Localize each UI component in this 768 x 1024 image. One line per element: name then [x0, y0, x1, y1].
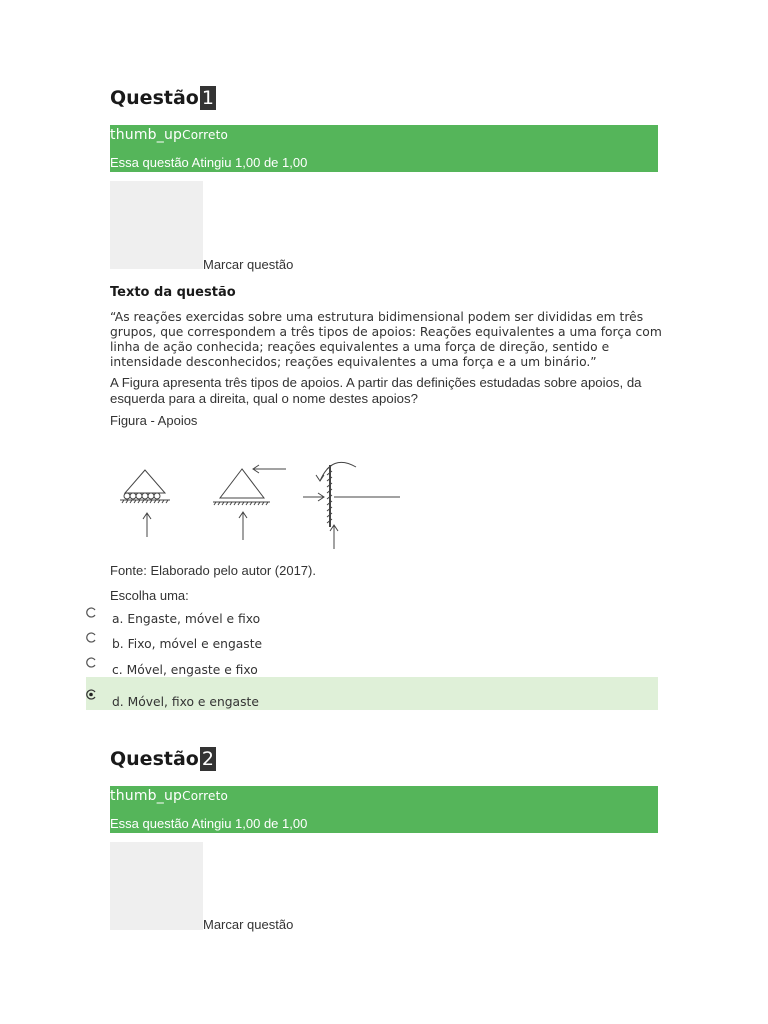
- supports-figure: [110, 455, 410, 555]
- roller-support-drawing: [120, 470, 170, 537]
- thumb-up-icon: thumb_upCorreto: [110, 788, 229, 804]
- status-correct: Correto: [182, 789, 229, 803]
- question-1-title: [110, 86, 216, 110]
- pinned-support-drawing: [213, 465, 286, 540]
- grade-text: Essa questão Atingiu 1,00 de 1,00: [110, 155, 308, 170]
- fixed-support-drawing: [303, 462, 400, 549]
- question-label: Questão: [110, 87, 199, 109]
- question-label: Questão: [110, 748, 199, 770]
- flag-question-box[interactable]: [110, 842, 203, 930]
- question-number-badge: 2: [201, 748, 214, 770]
- grade-text: Essa questão Atingiu 1,00 de 1,00: [110, 816, 308, 831]
- status-correct: Correto: [182, 128, 229, 142]
- option-d-label[interactable]: d. Móvel, fixo e engaste: [112, 695, 259, 709]
- thumb-up-icon: thumb_upCorreto: [110, 127, 229, 143]
- radio-option-c[interactable]: [86, 657, 97, 668]
- figure-source: Fonte: Elaborado pelo autor (2017).: [110, 563, 316, 578]
- figure-caption: Figura - Apoios: [110, 413, 198, 428]
- option-a-label[interactable]: a. Engaste, móvel e fixo: [112, 612, 261, 626]
- option-b-label[interactable]: b. Fixo, móvel e engaste: [112, 637, 263, 651]
- radio-option-b[interactable]: [86, 632, 97, 643]
- question-paragraph-1: “As reações exercidas sobre uma estrutura bidimensional podem ser divididas em três grupos, que correspondem a três tipos de apoios: Reações equivalentes a uma força com linha de ação conhecida; reações equivalentes a uma força de direção, sentido e intensidade desconhecidos; reações equivalentes a uma força e a um binário.”: [110, 310, 662, 369]
- question-number-badge: 1: [201, 87, 214, 109]
- flag-question-label[interactable]: Marcar questão: [203, 257, 294, 272]
- question-2-title: [110, 747, 216, 771]
- flag-question-label[interactable]: Marcar questão: [203, 917, 294, 932]
- question-2-status-bar: [110, 786, 658, 833]
- question-1-status-bar: [110, 125, 658, 172]
- radio-option-d-selected[interactable]: [86, 689, 97, 700]
- option-c-label[interactable]: c. Móvel, engaste e fixo: [112, 663, 258, 677]
- radio-option-a[interactable]: [86, 607, 97, 618]
- question-paragraph-2: A Figura apresenta três tipos de apoios. A partir das definições estudadas sobre apoios, da esquerda para a direita, qual o nome destes apoios?: [110, 375, 642, 406]
- question-text-heading: Texto da questão: [110, 285, 236, 300]
- choose-label: Escolha uma:: [110, 588, 189, 603]
- flag-question-box[interactable]: [110, 181, 203, 269]
